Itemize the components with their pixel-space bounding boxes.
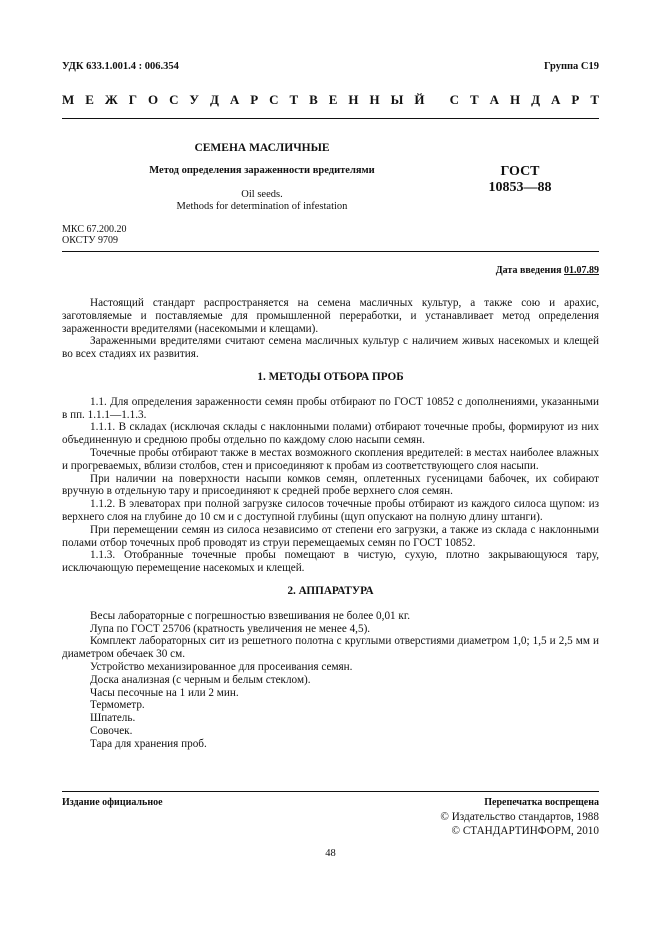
english-subtitle: Methods for determination of infestation: [176, 201, 348, 212]
header-divider: [62, 118, 599, 119]
introduction-date-value: 01.07.89: [564, 265, 599, 276]
mks-code: МКС 67.200.20: [62, 224, 127, 235]
english-title: Oil seeds.: [241, 189, 283, 200]
copyright-standartinform-2010: © СТАНДАРТИНФОРМ, 2010: [451, 825, 599, 837]
section-paragraph: Точечные пробы отбирают также в местах возможного скопления вредителей: в местах наиболее влажных и прогреваемых, вблизи столбов, стен и присоединяют к пробам из соответствующего слоя насыпи.: [62, 446, 599, 472]
heading-letter: Т: [289, 92, 299, 107]
apparatus-item: Часы песочные на 1 или 2 мин.: [90, 686, 239, 699]
section-paragraph: 1.1.3. Отобранные точечные пробы помещают в чистую, сухую, плотно закрывающуюся тару, исключающую перемещение насекомых и клещей.: [62, 549, 599, 575]
gost-number: 10853—88: [488, 180, 552, 195]
apparatus-item: Термометр.: [90, 699, 145, 712]
apparatus-list: [62, 610, 599, 751]
heading-letter: С: [449, 92, 460, 107]
heading-letter: Ы: [390, 92, 404, 107]
page-number: 48: [325, 848, 336, 859]
reprint-prohibited-label: Перепечатка воспрещена: [484, 797, 599, 808]
heading-letter: В: [309, 92, 318, 107]
udk-code: УДК 633.1.001.4 : 006.354: [62, 61, 179, 72]
apparatus-item: Комплект лабораторных сит из решетного полотна с круглыми отверстиями диаметром 1,0; 1,5 и 2,5 мм и диаметром обечаек 30 см.: [62, 635, 599, 661]
section-paragraph: При наличии на поверхности насыпи комков семян, оплетенных гусеницами бабочек, их собирают вручную в отдельную тару и присоединяют к средней пробе верхнего слоя семян.: [62, 472, 599, 498]
heading-letter: А: [489, 92, 500, 107]
section-paragraph: 1.1.2. В элеваторах при полной загрузке силосов точечные пробы отбирают из каждого силоса щупом: из верхнего слоя на глубине до 10 см и с доступной глубины (щуп опускают на полную длину штанги).: [62, 498, 599, 523]
heading-letter: Н: [369, 92, 380, 107]
apparatus-item: Доска анализная (с черным и белым стеклом).: [90, 673, 311, 686]
apparatus-item: Устройство механизированное для просеивания семян.: [90, 660, 353, 673]
heading-letter: Н: [348, 92, 359, 107]
footer-divider: [62, 791, 599, 792]
heading-letter: С: [269, 92, 279, 107]
heading-letter: Р: [250, 92, 259, 107]
okstu-code: ОКСТУ 9709: [62, 235, 119, 246]
preamble-paragraph: Настоящий стандарт распространяется на семена масличных культур, а также сою и арахис, заготовляемые и поставляемые для промышленной переработки, и устанавливает метод определения зараженности вредителями (насекомыми и клещами).: [62, 297, 599, 335]
section-heading-apparatus: 2. АППАРАТУРА: [287, 584, 374, 597]
section-paragraph: При перемещении семян из силоса независимо от степени его загрузки, а также из склада с наклонными полами отбор точечных проб проводят из струи перемещаемых семян по ГОСТ 10852.: [62, 523, 599, 549]
heading-letter: Н: [510, 92, 521, 107]
interstate-standard-heading: [62, 92, 599, 108]
apparatus-item: Лупа по ГОСТ 25706 (кратность увеличения не менее 4,5).: [90, 622, 371, 635]
heading-letter: У: [189, 92, 199, 107]
standard-subtitle: Метод определения зараженности вредителями: [149, 165, 375, 176]
introduction-date: [496, 265, 599, 276]
heading-letter: Е: [328, 92, 338, 107]
official-edition-label: Издание официальное: [62, 797, 163, 808]
section-paragraph: 1.1. Для определения зараженности семян пробы отбирают по ГОСТ 10852 с дополнениями, указанными в пп. 1.1.1—1.1.3.: [62, 395, 599, 421]
heading-letter: [435, 92, 438, 108]
heading-letter: Ж: [104, 92, 118, 107]
heading-letter: М: [62, 92, 75, 107]
heading-letter: Е: [85, 92, 94, 107]
heading-letter: О: [147, 92, 159, 107]
preamble-paragraph: Зараженными вредителями считают семена масличных культур с наличием живых насекомых и клещей во всех стадиях их развития.: [62, 335, 599, 361]
heading-letter: Т: [470, 92, 479, 107]
heading-letter: Р: [571, 92, 580, 107]
heading-letter: Д: [209, 92, 219, 107]
codes-divider: [62, 251, 599, 252]
heading-letter: Г: [128, 92, 137, 107]
heading-letter: Й: [414, 92, 425, 107]
gost-label: ГОСТ: [500, 164, 540, 179]
group-code: Группа С19: [543, 61, 599, 72]
apparatus-item: Тара для хранения проб.: [90, 737, 207, 750]
section-heading-sampling: 1. МЕТОДЫ ОТБОРА ПРОБ: [257, 370, 404, 383]
heading-letter: Т: [590, 92, 599, 107]
heading-letter: С: [169, 92, 179, 107]
apparatus-item: Шпатель.: [90, 712, 136, 725]
apparatus-item: Весы лабораторные с погрешностью взвешивания не более 0,01 кг.: [90, 609, 410, 622]
standard-title: СЕМЕНА МАСЛИЧНЫЕ: [194, 142, 330, 154]
heading-letter: Д: [531, 92, 541, 107]
document-body: [62, 297, 599, 751]
apparatus-item: Совочек.: [90, 724, 133, 737]
introduction-date-label: Дата введения: [495, 265, 562, 276]
heading-letter: А: [229, 92, 240, 107]
heading-letter: А: [551, 92, 561, 107]
section-paragraph: 1.1.1. В складах (исключая склады с наклонными полами) отбирают точечные пробы, формируют из них объединенную и среднюю пробы отдельно по каждому слою насыпи семян.: [62, 421, 599, 447]
copyright-publisher-1988: © Издательство стандартов, 1988: [440, 811, 599, 823]
